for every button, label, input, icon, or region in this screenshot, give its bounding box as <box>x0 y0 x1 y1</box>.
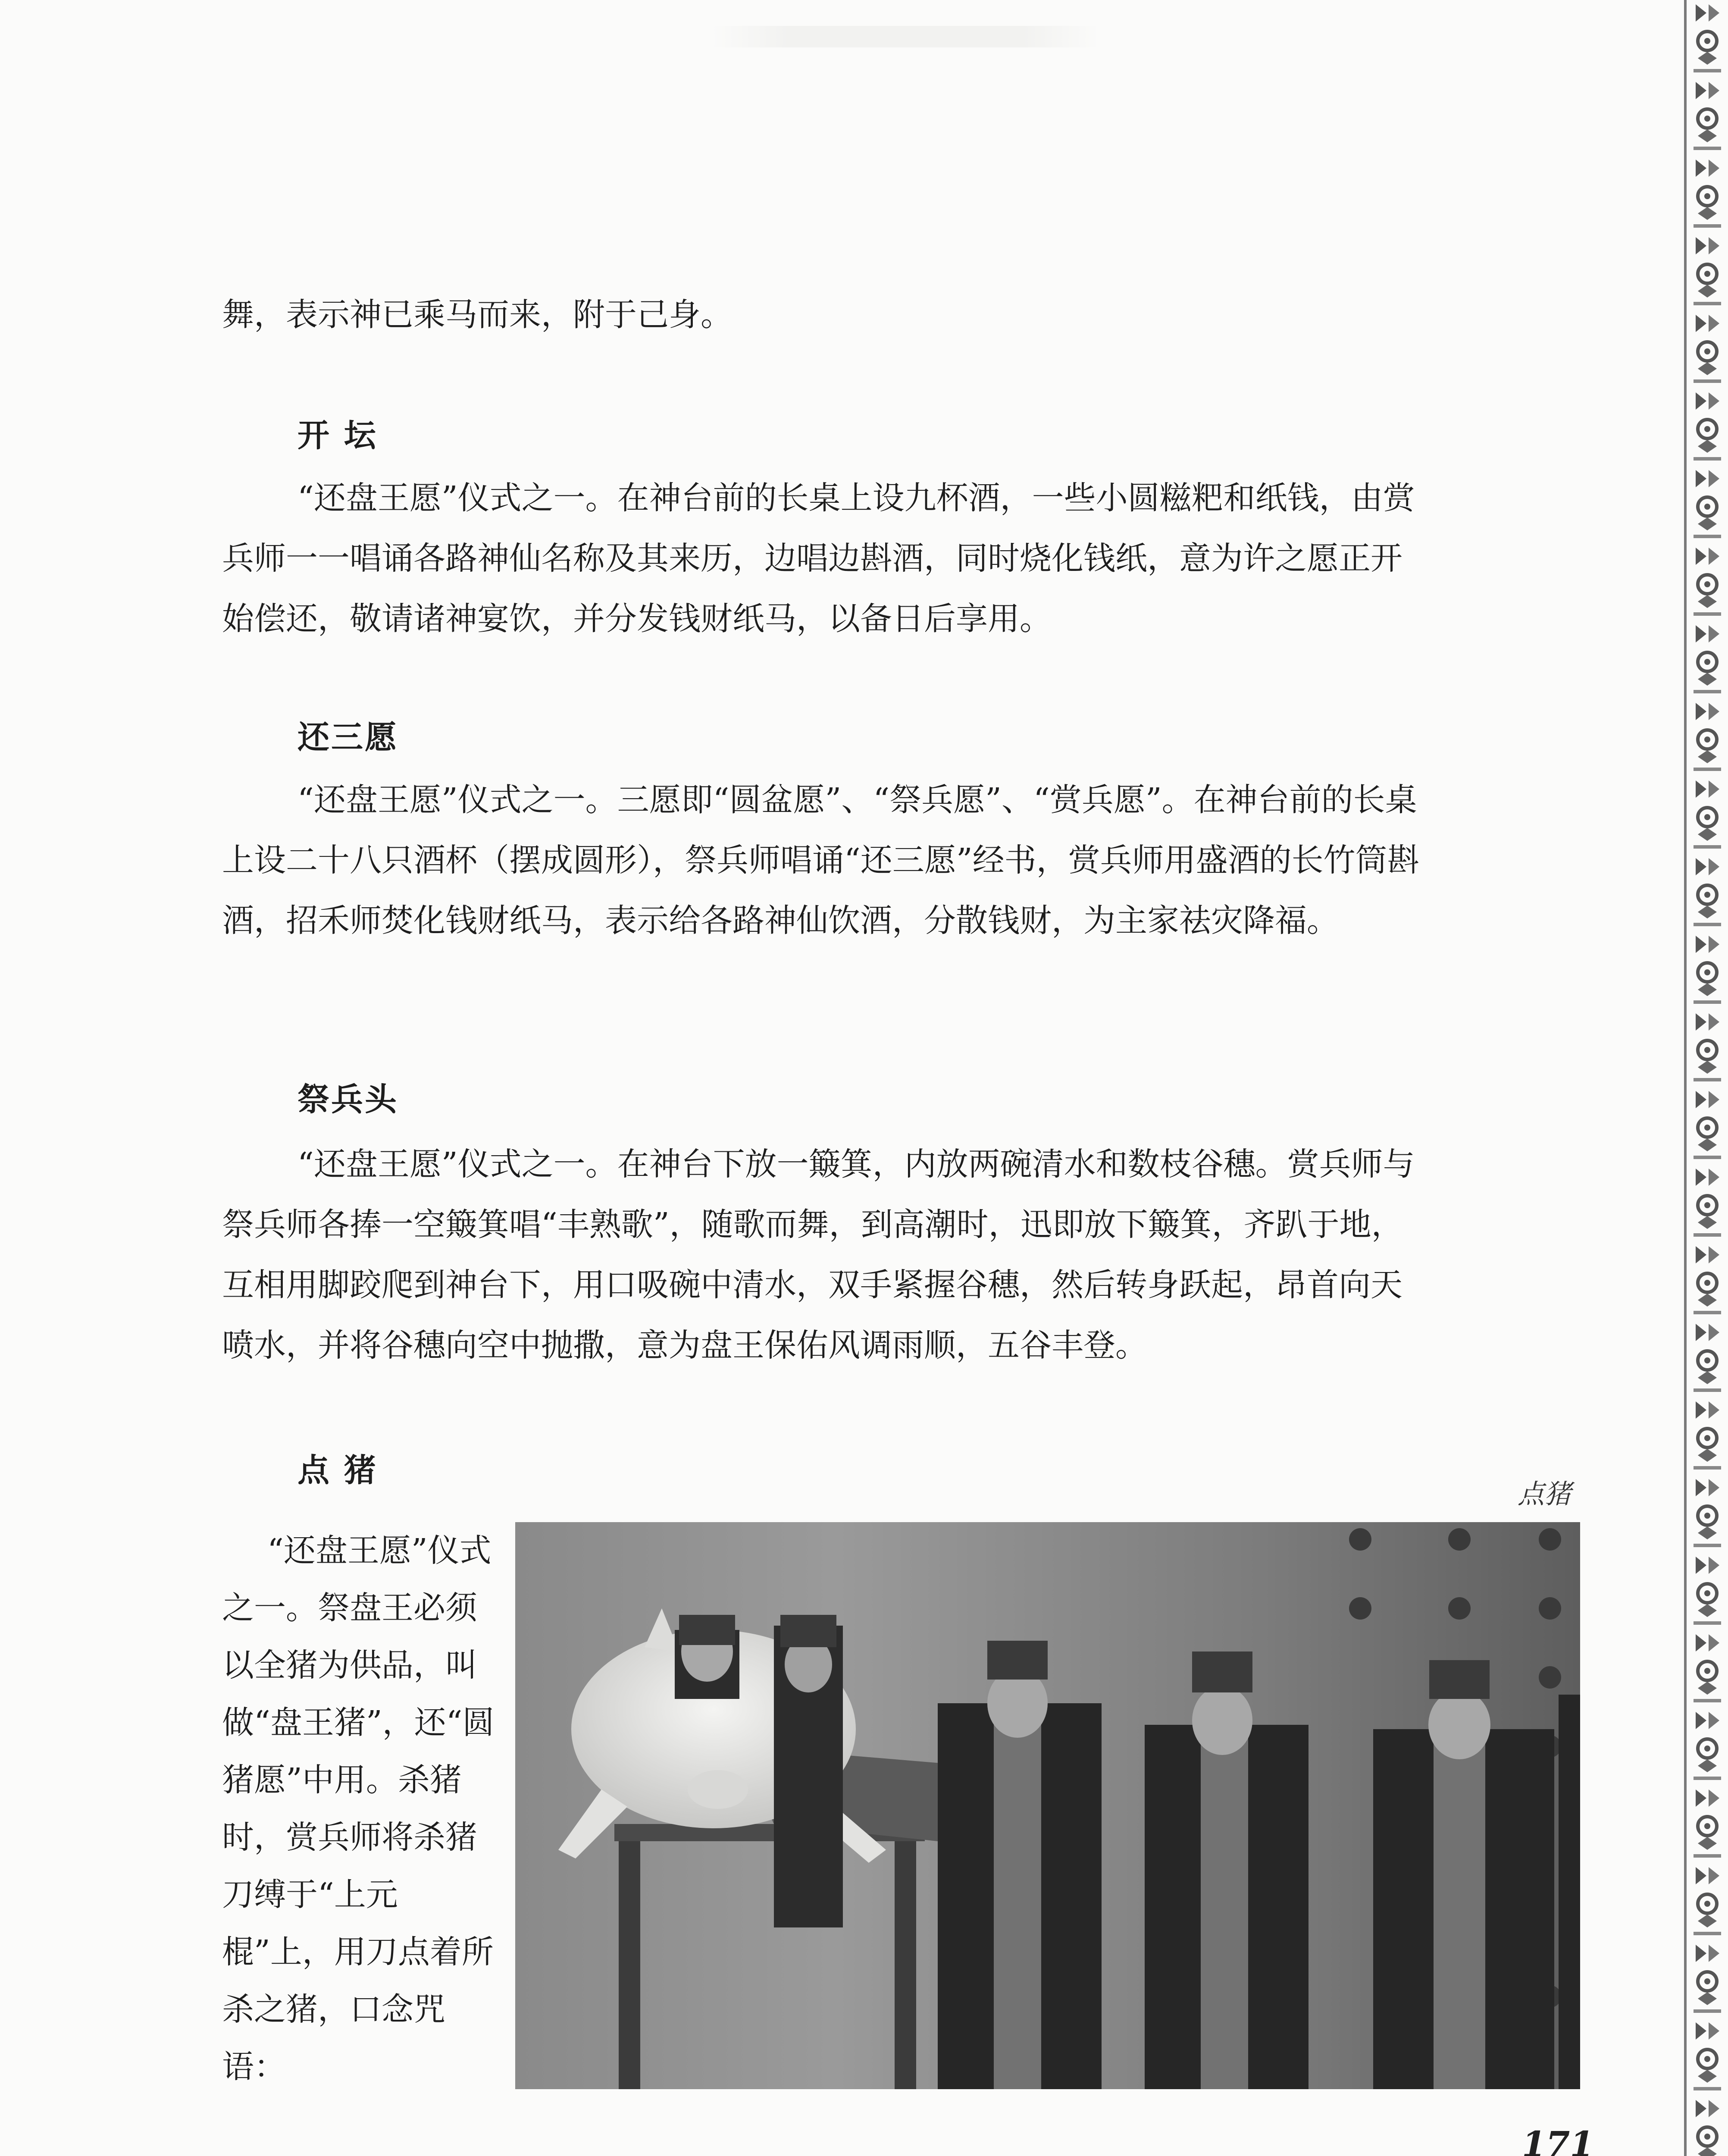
section-body-jibingtou: “还盘王愿”仪式之一。在神台下放一簸箕，内放两碗清水和数枝谷穗。赏兵师与祭兵师各捧一空簸箕唱“丰熟歌”，随歌而舞，到高潮时，迅即放下簸箕，齐趴于地，互相用脚跤爬到神台下，用口吸碗中清水，双手紧握谷穗，然后转身跃起，昂首向天喷水，并将谷穗向空中抛撒，意为盘王保佑风调雨顺，五谷丰登。 <box>222 1146 1415 1364</box>
section-body-dianzhu: “还盘王愿”仪式之一。祭盘王必须以全猪为供品，叫做“盘王猪”，还“圆猪愿”中用。杀猪时，赏兵师将杀猪刀缚于“上元棍”上，用刀点着所杀之猪，口念咒语： <box>222 1532 495 2085</box>
section-heading-jibingtou: 祭兵头 <box>297 1081 398 1118</box>
section-body-kaitan: “还盘王愿”仪式之一。在神台前的长桌上设九杯酒，一些小圆糍粑和纸钱，由赏兵师一一唱诵各路神仙名称及其来历，边唱边斟酒，同时烧化钱纸，意为许之愿正开始偿还，敬请诸神宴饮，并分发钱财纸马，以备日后享用。 <box>222 479 1415 637</box>
section-body-huansanyuan: “还盘王愿”仪式之一。三愿即“圆盆愿”、“祭兵愿”、“赏兵愿”。在神台前的长桌上设二十八只酒杯（摆成圆形），祭兵师唱诵“还三愿”经书，赏兵师用盛酒的长竹筒斟酒，招禾师焚化钱财纸马，表示给各路神仙饮酒，分散钱财，为主家祛灾降福。 <box>222 781 1419 939</box>
faint-header <box>711 26 1099 47</box>
ceremony-photo <box>515 1522 1580 2089</box>
section-heading-dianzhu: 点 猪 <box>297 1452 378 1489</box>
section-heading-kaitan: 开 坛 <box>297 417 378 454</box>
photo-caption: 点猪 <box>1518 1478 1571 1510</box>
section-heading-huansanyuan: 还三愿 <box>297 719 398 756</box>
page-number: 171 <box>1522 2124 1594 2156</box>
decorative-border <box>1681 0 1728 2156</box>
intro-line: 舞，表示神已乘马而来，附于己身。 <box>222 296 733 333</box>
